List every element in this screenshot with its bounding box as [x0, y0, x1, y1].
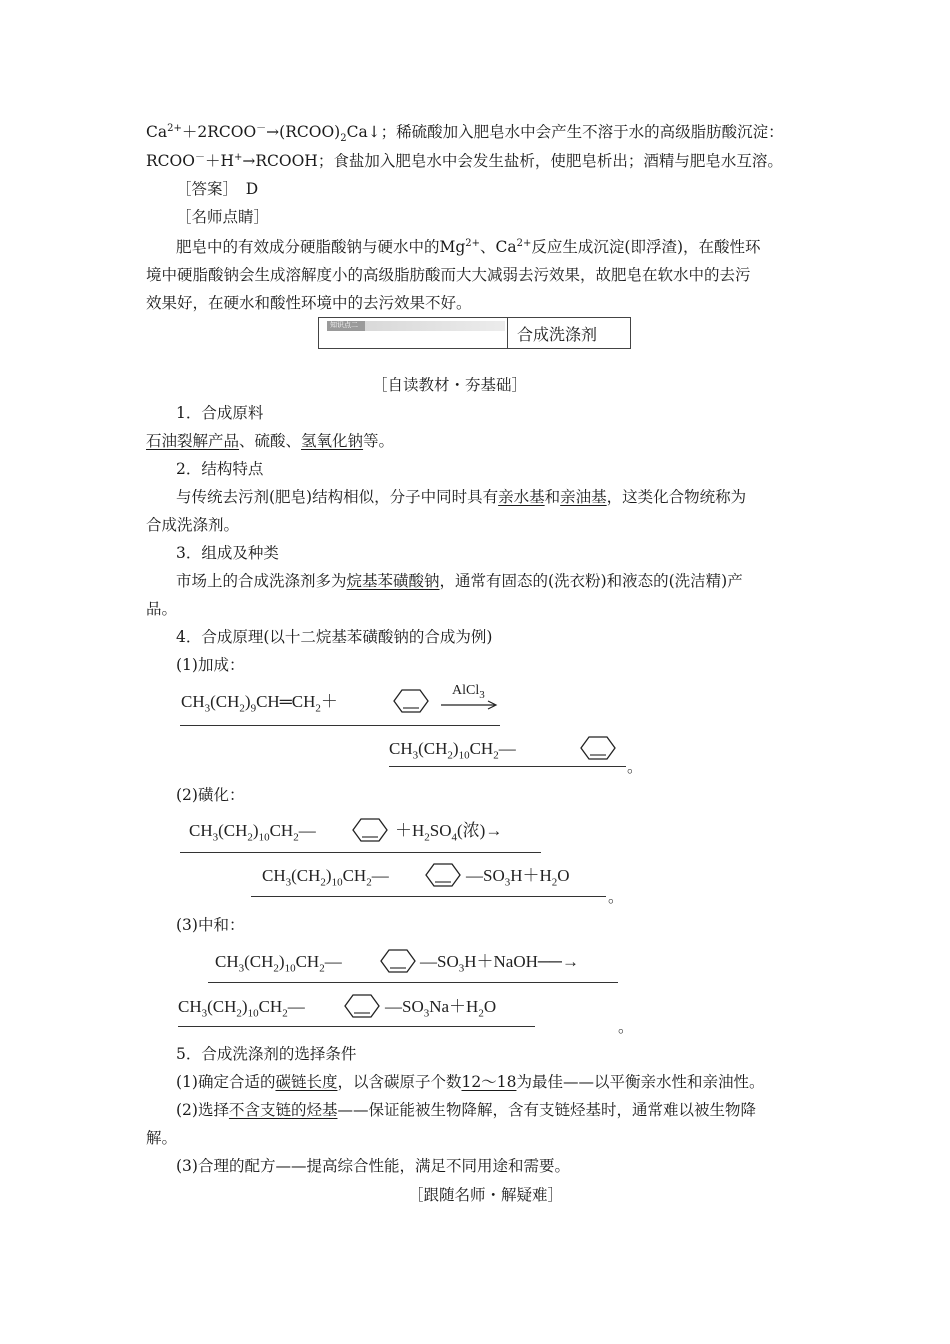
eq1-reactants: $CH_3(CH_2)_9CH═CH_2+$ — [181, 692, 338, 715]
neutralization-label: (3)中和： — [176, 916, 245, 934]
s3-text-1: 市场上的合成洗涤剂多为烷基苯磺酸钠，通常有固态的(洗衣粉)和液态的(洗洁精)产 — [176, 572, 743, 590]
section-title: 合成洗涤剂 — [517, 325, 598, 344]
s2-text-1: 与传统去污剂(肥皂)结构相似，分子中同时具有亲水基和亲油基，这类化合物统称为 — [176, 488, 747, 506]
tip-line-3: 效果好，在硬水和酸性环境中的去污效果不好。 — [146, 294, 472, 312]
intro-line-2: RCOO－＋H+→RCOOH；食盐加入肥皂水中会发生盐析，使肥皂析出；酒精与肥皂水互溶。 — [146, 151, 783, 170]
eq3-rule-2 — [178, 1026, 535, 1027]
eq1-rule-2 — [389, 766, 626, 767]
answer: ［答案］ D — [176, 180, 259, 198]
s1-text: 石油裂解产品、硫酸、氢氧化钠等。 — [146, 432, 395, 450]
eq3-product: $CH_3(CH_2)_{10}CH_2—$ — [178, 997, 305, 1020]
benzene-ring-icon — [337, 993, 387, 1019]
s5-condition-3: (3)合理的配方——提高综合性能，满足不同用途和需要。 — [176, 1157, 570, 1175]
eq2-product: $CH_3(CH_2)_{10}CH_2—$ — [262, 866, 389, 889]
s5-heading: 5．合成洗涤剂的选择条件 — [176, 1045, 357, 1063]
eq3-product-tail: $—SO_3Na+H_2O$ — [385, 997, 497, 1020]
addition-label: (1)加成： — [176, 656, 245, 674]
divider — [507, 318, 508, 348]
benzene-ring-icon — [345, 817, 395, 843]
section-tag: 知识点二 — [327, 321, 505, 331]
eq2-end: 。 — [608, 888, 624, 906]
intro-line-1: $Ca^{2+}+2RCOO^-\to(RCOO)_2Ca↓$；稀硫酸加入肥皂水中会产生不溶于水的高级脂肪酸沉淀： — [146, 122, 784, 145]
eq2-rule-2 — [251, 896, 606, 897]
follow-heading: ［跟随名师・解疑难］ — [408, 1186, 564, 1204]
s4-heading: 4．合成原理(以十二烷基苯磺酸钠的合成为例) — [176, 628, 493, 646]
eq3-reactants: $CH_3(CH_2)_{10}CH_2—$ — [215, 952, 342, 975]
s2-text-2: 合成洗涤剂。 — [146, 516, 240, 534]
s1-heading: 1．合成原料 — [176, 404, 264, 422]
eq1-rule-1 — [180, 725, 500, 726]
s5-condition-2-cont: 解。 — [146, 1129, 178, 1147]
s5-condition-2: (2)选择不含支链的烃基——保证能被生物降解，含有支链烃基时，通常难以被生物降 — [176, 1101, 756, 1119]
benzene-ring-icon — [418, 862, 468, 888]
tip-label: ［名师点睛］ — [176, 208, 270, 226]
s3-heading: 3．组成及种类 — [176, 544, 279, 562]
benzene-ring-icon — [573, 735, 623, 761]
eq1-product: $CH_3(CH_2)_{10}CH_2—$ — [389, 739, 516, 762]
tip-line-1: 肥皂中的有效成分硬脂酸钠与硬水中的$Mg^{2+}$、$Ca^{2+}$反应生成沉淀(即浮渣)，在酸性环 — [176, 237, 761, 256]
tip-line-2: 境中硬脂酸钠会生成溶解度小的高级脂肪酸而大大减弱去污效果，故肥皂在软水中的去污 — [146, 266, 751, 284]
eq2-rule-1 — [180, 852, 541, 853]
s3-text-2: 品。 — [146, 600, 178, 618]
eq3-reagent: $—SO_3H+NaOH──\to$ — [420, 952, 579, 975]
s5-condition-1: (1)确定合适的碳链长度，以含碳原子个数12～18为最佳——以平衡亲水性和亲油性。 — [176, 1073, 765, 1091]
eq2-reagent: $+H_2SO_4$(浓)→ — [395, 821, 503, 844]
benzene-ring-icon — [386, 688, 436, 714]
sulfonation-label: (2)磺化： — [176, 786, 245, 804]
s2-heading: 2．结构特点 — [176, 460, 264, 478]
section-header-box — [318, 317, 631, 349]
eq1-end: 。 — [627, 758, 643, 776]
eq2-product-tail: $—SO_3H+H_2O$ — [466, 866, 570, 889]
eq2-reactants: $CH_3(CH_2)_{10}CH_2—$ — [189, 821, 316, 844]
eq3-rule-1 — [208, 982, 618, 983]
eq1-catalyst: AlCl$_3$ — [452, 683, 485, 701]
benzene-ring-icon — [373, 948, 423, 974]
reaction-arrow-icon — [441, 700, 501, 710]
self-study-heading: ［自读教材・夯基础］ — [372, 376, 528, 394]
eq3-end: 。 — [618, 1018, 634, 1036]
